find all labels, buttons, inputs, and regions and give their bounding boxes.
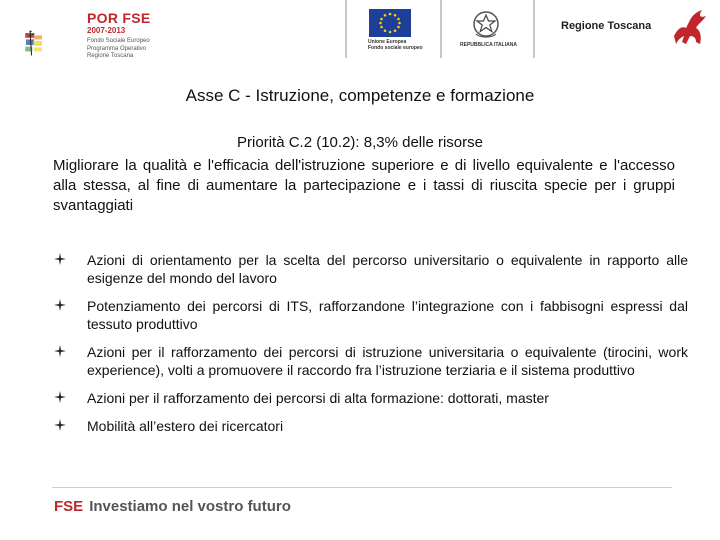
footer-slogan-text: Investiamo nel vostro futuro [89, 498, 291, 515]
italian-republic-emblem-icon [470, 10, 502, 40]
por-fse-subtitle [87, 38, 177, 61]
list-item-text: Azioni per il rafforzamento dei percorsi di istruzione universitaria o equivalente (tirocini, work experience), volti a promuovere il raccordo fra l’istruzione terziaria e il sistema produttivo [87, 344, 688, 378]
diamond-bullet-icon [54, 299, 66, 311]
pegasus-logo-icon [668, 6, 712, 50]
eu-flag-icon [369, 9, 411, 37]
diamond-bullet-icon [54, 419, 66, 431]
list-item-text: Azioni di orientamento per la scelta del percorso universitario o equivalente in rapporto alle esigenze del mondo del lavoro [87, 252, 688, 286]
list-item [52, 251, 688, 287]
republic-caption: REPUBBLICA ITALIANA [460, 42, 517, 48]
priority-title: Priorità C.2 (10.2): 8,3% delle risorse [237, 134, 483, 151]
header-divider [533, 0, 535, 58]
list-item-text: Mobilità all’estero dei ricercatori [87, 418, 284, 434]
eu-caption-line: Fondo sociale europeo [368, 44, 423, 51]
por-subtitle-line: Fondo Sociale Europeo [87, 38, 150, 44]
region-name: Regione Toscana [561, 20, 652, 32]
list-item-text: Potenziamento dei percorsi di ITS, rafforzandone l’integrazione con i fabbisogni espressi dal tessuto produttivo [87, 298, 688, 332]
diamond-bullet-icon [54, 253, 66, 265]
footer-fse: FSE [54, 498, 84, 515]
por-fse-years: 2007-2013 [87, 26, 126, 35]
list-item [52, 297, 688, 333]
list-item [52, 417, 688, 435]
priority-description: Migliorare la qualità e l'efficacia dell'istruzione superiore e di livello equivalente e l'accesso alla stessa, al fine di aumentare la partecipazione e i tassi di riuscita specie per i gruppi svantaggiati [53, 157, 675, 214]
footer-divider [52, 487, 672, 488]
diamond-bullet-icon [54, 391, 66, 403]
por-fse-title: POR FSE [87, 10, 151, 26]
eu-caption-line: Unione Europea [368, 39, 407, 45]
list-item [52, 343, 688, 379]
por-subtitle-line: Regione Toscana [87, 53, 134, 59]
header-divider [345, 0, 347, 58]
header-divider [440, 0, 442, 58]
actions-list [52, 251, 688, 435]
header [0, 0, 720, 85]
eu-caption [368, 40, 423, 51]
asse-title: Asse C - Istruzione, competenze e formazione [185, 86, 535, 105]
por-fse-logo [22, 8, 86, 78]
footer-slogan [54, 498, 291, 515]
diamond-bullet-icon [54, 345, 66, 357]
list-item [52, 389, 688, 407]
list-item-text: Azioni per il rafforzamento dei percorsi di alta formazione: dottorati, master [87, 390, 549, 406]
por-subtitle-line: Programma Operativo [87, 45, 147, 52]
